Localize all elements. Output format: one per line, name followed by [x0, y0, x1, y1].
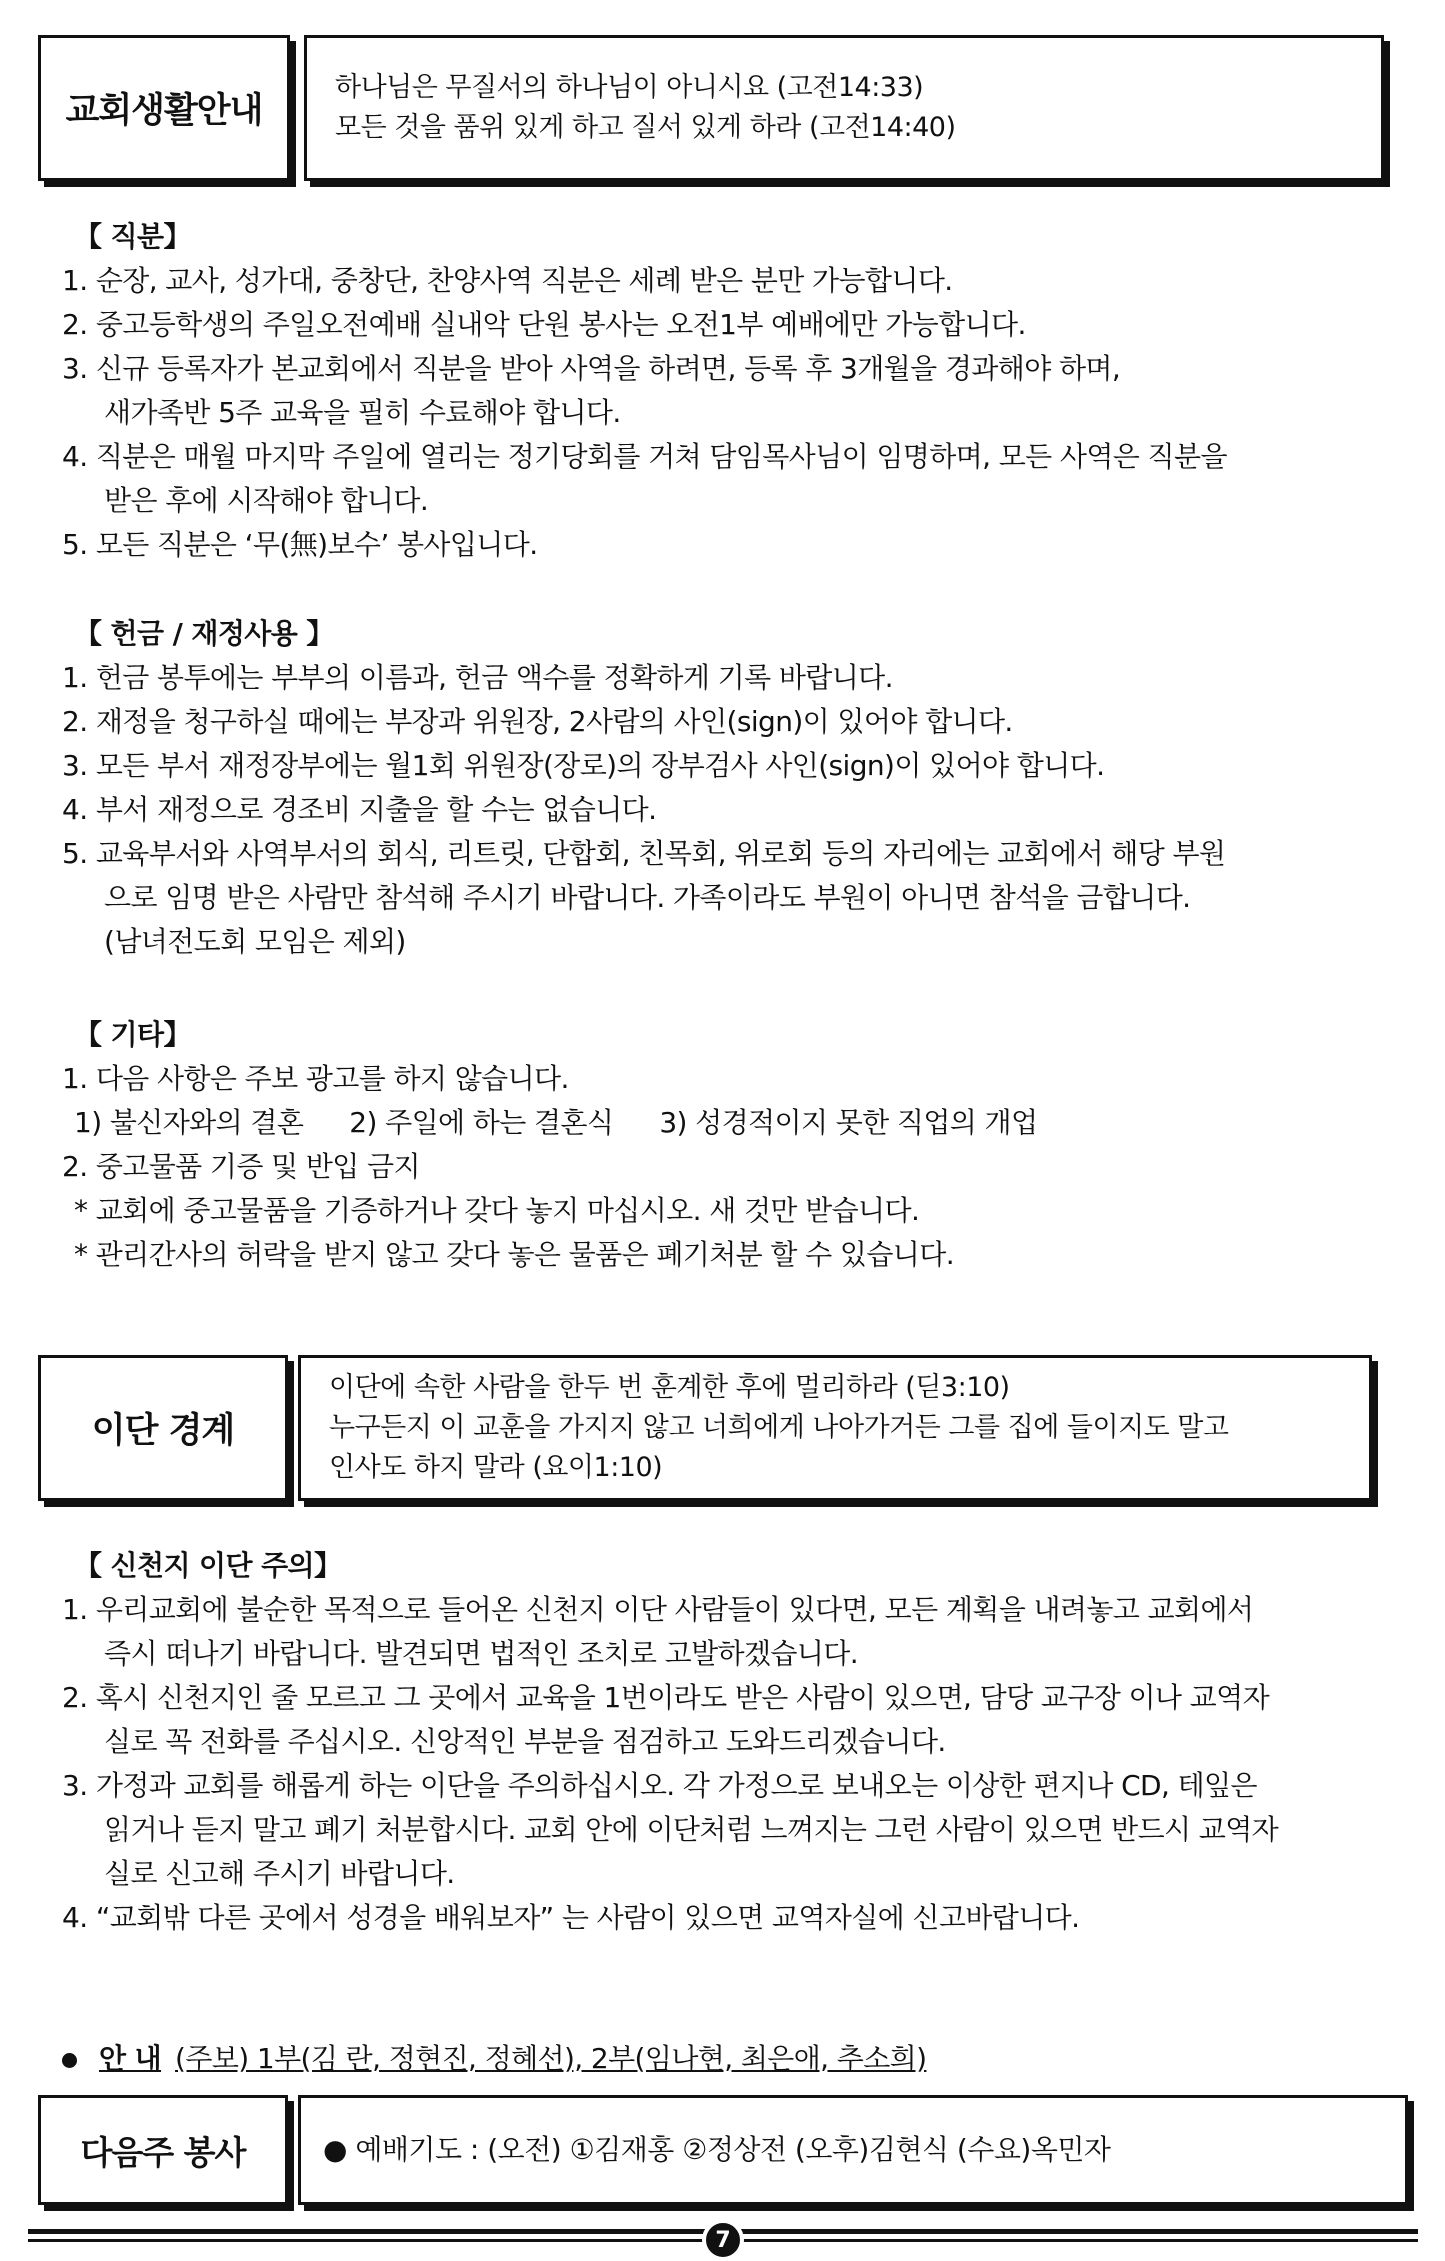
scripture-quote-box [304, 35, 1384, 181]
bullet-icon [62, 2053, 77, 2068]
list-item: 2. 중고등학생의 주일오전예배 실내악 단원 봉사는 오전1부 예배에만 가능합니다. [62, 308, 1026, 341]
offering-section [62, 612, 1392, 964]
next-week-header [38, 2095, 1418, 2205]
guide-label: 안 내 [99, 2042, 162, 2075]
heresy-header [38, 1355, 1418, 1501]
duties-section [62, 215, 1392, 567]
list-item: 1. 헌금 봉투에는 부부의 이름과, 헌금 액수를 정확하게 기록 바랍니다. [62, 661, 893, 694]
section-label: 교회생활안내 [38, 35, 290, 181]
list-item: 2. 혹시 신천지인 줄 모르고 그 곳에서 교육을 1번이라도 받은 사람이 있으면, 담당 교구장 이나 교역자 [62, 1681, 1270, 1714]
list-item: 3. 신규 등록자가 본교회에서 직분을 받아 사역을 하려면, 등록 후 3개월을 경과해야 하며, [62, 352, 1121, 385]
note-item: * 관리간사의 허락을 받지 않고 갖다 놓은 물품은 폐기처분 할 수 있습니다. [74, 1238, 955, 1271]
note-item: * 교회에 중고물품을 기증하거나 갖다 놓지 마십시오. 새 것만 받습니다. [74, 1194, 920, 1227]
page-number: 7 [702, 2219, 744, 2261]
section-heading: 【 직분】 [74, 220, 191, 253]
list-item: 2. 재정을 청구하실 때에는 부장과 위원장, 2사람의 사인(sign)이 있어야 합니다. [62, 705, 1013, 738]
list-item: 1. 우리교회에 불순한 목적으로 들어온 신천지 이단 사람들이 있다면, 모든 계획을 내려놓고 교회에서 [62, 1593, 1254, 1626]
section-heading: 【 기타】 [74, 1018, 191, 1051]
quote-line: 인사도 하지 말라 (요이1:10) [329, 1452, 663, 1483]
list-item-continued: 실로 신고해 주시기 바랍니다. [104, 1857, 455, 1890]
list-item: 3. 모든 부서 재정장부에는 월1회 위원장(장로)의 장부검사 사인(sign)이 있어야 합니다. [62, 749, 1105, 782]
list-item: 2. 중고물품 기증 및 반입 금지 [62, 1150, 420, 1183]
scripture-quote-box [298, 1355, 1372, 1501]
prayer-schedule-text: ● 예배기도 : (오전) ①김재홍 ②정상전 (오후)김현식 (수요)옥민자 [323, 2133, 1111, 2166]
sub-item-row [62, 1101, 1392, 1145]
list-item-continued: (남녀전도회 모임은 제외) [104, 925, 406, 958]
quote-line: 모든 것을 품위 있게 하고 질서 있게 하라 (고전14:40) [335, 112, 956, 143]
list-item: 5. 교육부서와 사역부서의 회식, 리트릿, 단합회, 친목회, 위로회 등의 자리에는 교회에서 해당 부원 [62, 837, 1226, 870]
section-label: 이단 경계 [38, 1355, 288, 1501]
list-item: 4. 부서 재정으로 경조비 지출을 할 수는 없습니다. [62, 793, 657, 826]
list-item: 4. “교회밖 다른 곳에서 성경을 배워보자” 는 사람이 있으면 교역자실에 신고바랍니다. [62, 1901, 1080, 1934]
etc-section [62, 1013, 1392, 1277]
list-item-continued: 읽거나 듣지 말고 폐기 처분합시다. 교회 안에 이단처럼 느껴지는 그런 사람이 있으면 반드시 교역자 [104, 1813, 1279, 1846]
section-heading: 【 헌금 / 재정사용 】 [74, 617, 334, 650]
list-item: 3. 가정과 교회를 해롭게 하는 이단을 주의하십시오. 각 가정으로 보내오는 이상한 편지나 CD, 테잎은 [62, 1769, 1257, 1802]
list-item-continued: 받은 후에 시작해야 합니다. [104, 484, 429, 517]
sub-item: 2) 주일에 하는 결혼식 [349, 1106, 614, 1139]
quote-line: 하나님은 무질서의 하나님이 아니시요 (고전14:33) [335, 72, 924, 103]
sub-item: 1) 불신자와의 결혼 [74, 1106, 304, 1139]
section-label: 다음주 봉사 [38, 2095, 288, 2205]
quote-line: 누구든지 이 교훈을 가지지 않고 너희에게 나아가거든 그를 집에 들이지도 말고 [329, 1412, 1229, 1443]
list-item: 1. 다음 사항은 주보 광고를 하지 않습니다. [62, 1062, 569, 1095]
guide-text: (주보) 1부(김 란, 정현진, 정혜선), 2부(임나현, 최은애, 추소희) [175, 2042, 927, 2075]
list-item-continued: 으로 임명 받은 사람만 참석해 주시기 바랍니다. 가족이라도 부원이 아니면 참석을 금합니다. [104, 881, 1191, 914]
list-item-continued: 새가족반 5주 교육을 필히 수료해야 합니다. [104, 396, 621, 429]
section-heading: 【 신천지 이단 주의】 [74, 1549, 342, 1582]
church-life-header [38, 35, 1418, 181]
list-item: 1. 순장, 교사, 성가대, 중창단, 찬양사역 직분은 세례 받은 분만 가능합니다. [62, 264, 953, 297]
prayer-schedule-box [298, 2095, 1408, 2205]
page-footer [28, 2227, 1418, 2253]
list-item: 4. 직분은 매월 마지막 주일에 열리는 정기당회를 거쳐 담임목사님이 임명하며, 모든 사역은 직분을 [62, 440, 1227, 473]
guide-line [62, 2037, 926, 2077]
list-item: 5. 모든 직분은 ‘무(無)보수’ 봉사입니다. [62, 528, 538, 561]
list-item-continued: 즉시 떠나기 바랍니다. 발견되면 법적인 조치로 고발하겠습니다. [104, 1637, 859, 1670]
quote-line: 이단에 속한 사람을 한두 번 훈계한 후에 멀리하라 (딛3:10) [329, 1372, 1010, 1403]
shincheonji-section [62, 1544, 1412, 1940]
list-item-continued: 실로 꼭 전화를 주십시오. 신앙적인 부분을 점검하고 도와드리겠습니다. [104, 1725, 946, 1758]
sub-item: 3) 성경적이지 못한 직업의 개업 [659, 1106, 1038, 1139]
